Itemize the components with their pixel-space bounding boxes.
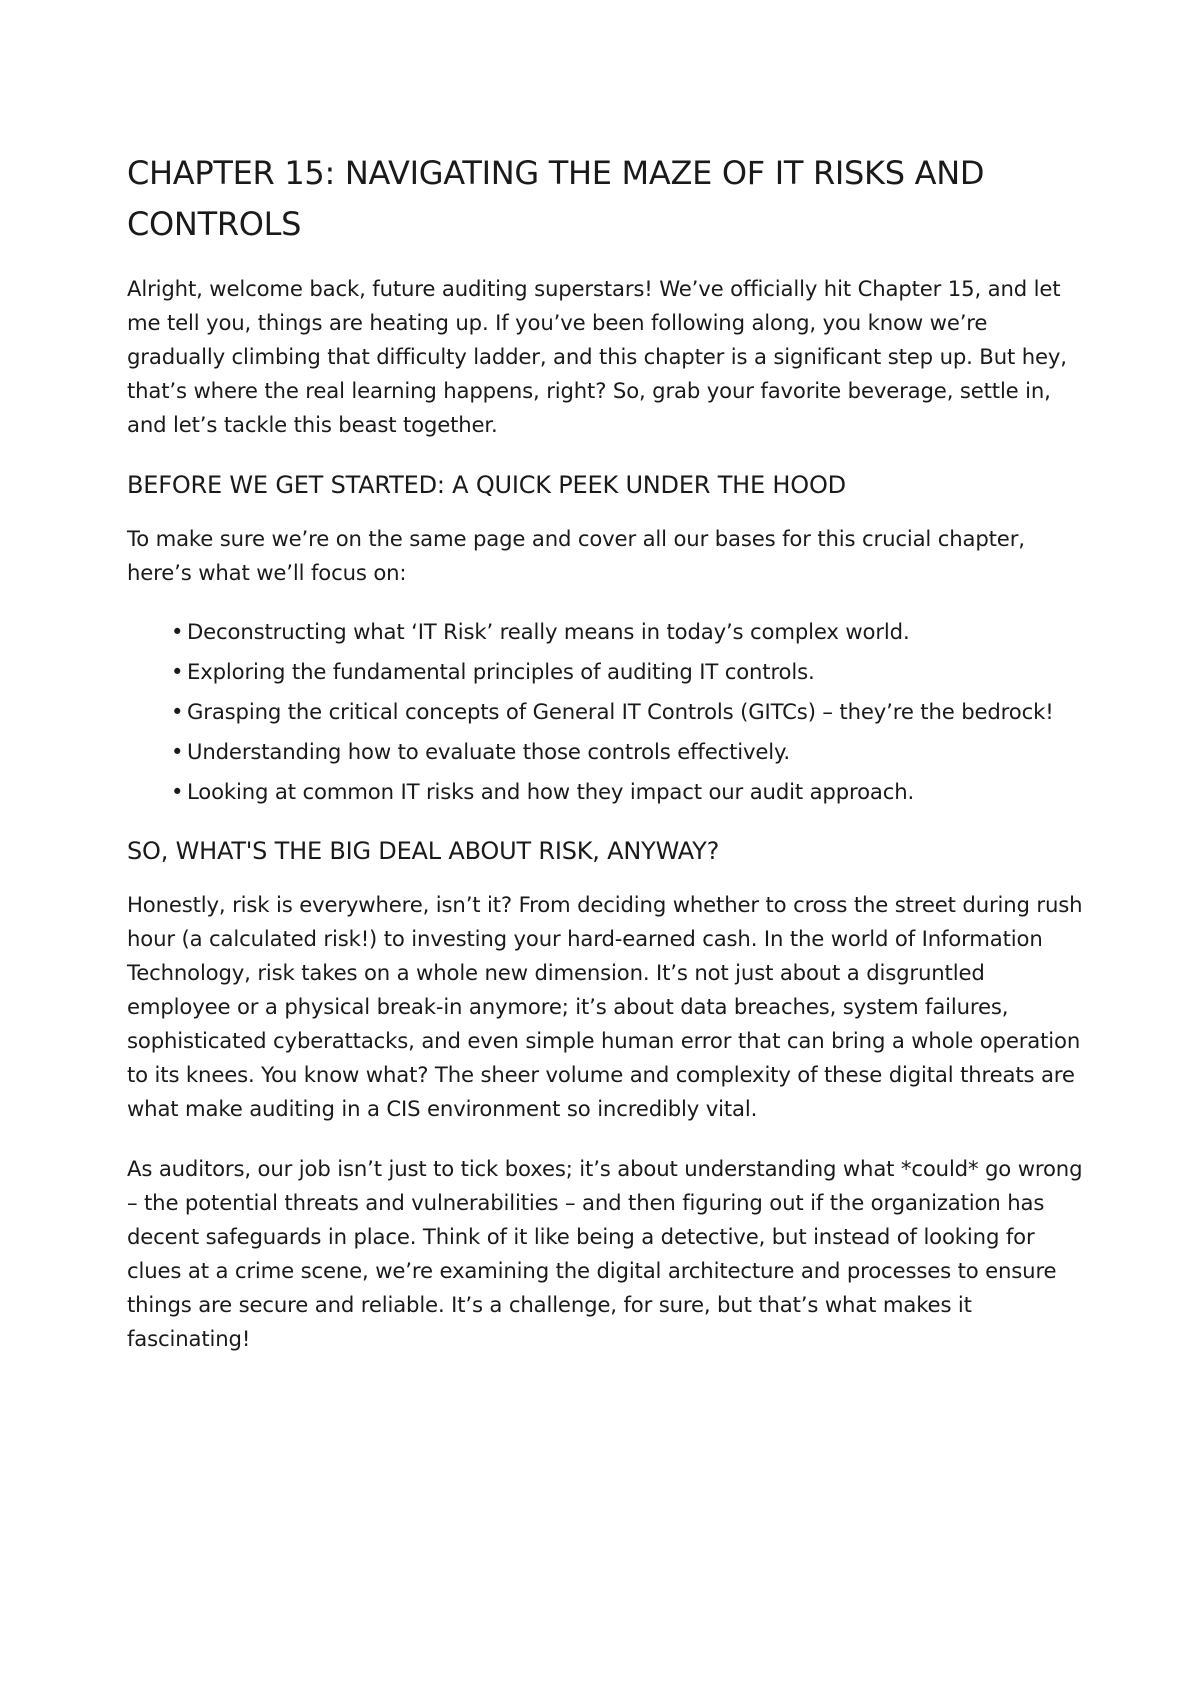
list-item-text: Understanding how to evaluate those controls effectively.	[187, 739, 790, 764]
list-item	[171, 696, 1087, 728]
list-item-text: Exploring the fundamental principles of auditing IT controls.	[187, 659, 815, 684]
focus-intro-paragraph: To make sure we’re on the same page and cover all our bases for this crucial chapter, here’s what we’ll focus on:	[127, 526, 1025, 585]
list-item	[171, 616, 1087, 648]
bullet-icon: •	[171, 779, 184, 804]
list-item-text: Looking at common IT risks and how they impact our audit approach.	[187, 779, 915, 804]
document-page	[127, 148, 1087, 1382]
bullet-icon: •	[171, 699, 184, 724]
section-heading-before-we-get-started: BEFORE WE GET STARTED: A QUICK PEEK UNDER THE HOOD	[127, 471, 846, 499]
list-item	[171, 656, 1087, 688]
focus-list	[127, 616, 1087, 808]
risk-paragraph-2: As auditors, our job isn’t just to tick boxes; it’s about understanding what *could* go wrong – the potential threats and vulnerabilities – and then figuring out if the organization has decent safeguards in place. Think of it like being a detective, but instead of looking for clues at a crime scene, we’re examining the digital architecture and processes to ensure things are secure and reliable. It’s a challenge, for sure, but that’s what makes it fascinating!	[127, 1156, 1083, 1351]
list-item-text: Deconstructing what ‘IT Risk’ really means in today’s complex world.	[187, 619, 910, 644]
section-heading-big-deal-about-risk: SO, WHAT'S THE BIG DEAL ABOUT RISK, ANYWAY?	[127, 837, 720, 865]
chapter-title: CHAPTER 15: NAVIGATING THE MAZE OF IT RISKS AND CONTROLS	[127, 154, 985, 243]
bullet-icon: •	[171, 619, 184, 644]
risk-paragraph-1: Honestly, risk is everywhere, isn’t it? From deciding whether to cross the street during rush hour (a calculated risk!) to investing your hard-earned cash. In the world of Information Technology, risk takes on a whole new dimension. It’s not just about a disgruntled employee or a physical break-in anymore; it’s about data breaches, system failures, sophisticated cyberattacks, and even simple human error that can bring a whole operation to its knees. You know what? The sheer volume and complexity of these digital threats are what make auditing in a CIS environment so incredibly vital.	[127, 892, 1083, 1121]
list-item	[171, 736, 1087, 768]
bullet-icon: •	[171, 659, 184, 684]
list-item	[171, 776, 1087, 808]
intro-paragraph: Alright, welcome back, future auditing superstars! We’ve officially hit Chapter 15, and let me tell you, things are heating up. If you’ve been following along, you know we’re gradually climbing that difficulty ladder, and this chapter is a significant step up. But hey, that’s where the real learning happens, right? So, grab your favorite beverage, settle in, and let’s tackle this beast together.	[127, 276, 1067, 437]
list-item-text: Grasping the critical concepts of General IT Controls (GITCs) – they’re the bedrock!	[187, 699, 1054, 724]
bullet-icon: •	[171, 739, 184, 764]
